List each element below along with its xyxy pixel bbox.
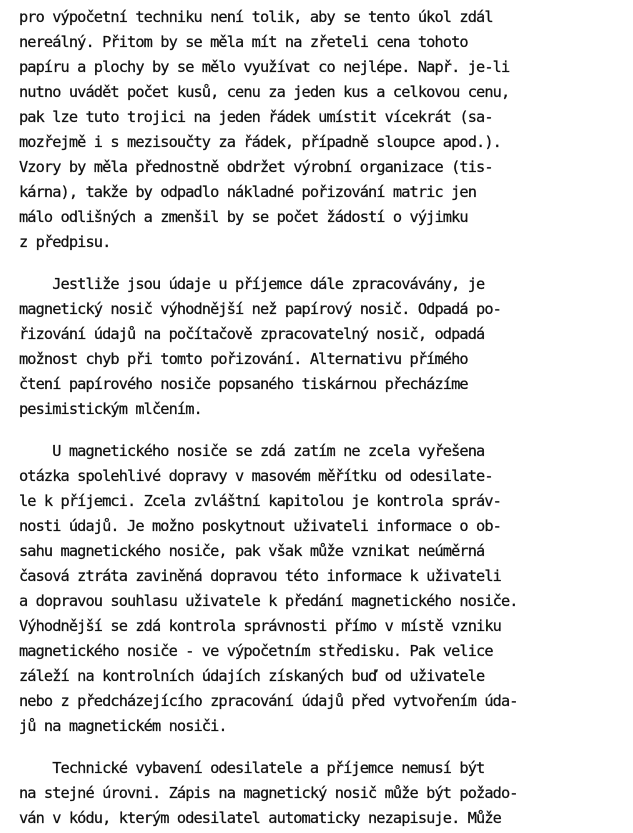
- text-line: záleží na kontrolních údajích získaných buď od uživatele: [19, 667, 485, 685]
- text-line: pro výpočetní techniku není tolik, aby se tento úkol zdál: [19, 8, 493, 26]
- text-line: nereálný. Přitom by se měla mít na zřeteli cena tohoto: [19, 33, 468, 51]
- text-line: časová ztráta zaviněná dopravou této informace k uživateli: [19, 567, 501, 585]
- text-line: možnost chyb při tomto pořizování. Alternativu přímého: [19, 350, 468, 368]
- text-line: kárna), takže by odpadlo nákladné pořizování matric jen: [19, 183, 477, 201]
- text-line: papíru a plochy by se mělo využívat co nejlépe. Např. je-li: [19, 58, 510, 76]
- text-line: otázka spolehlivé dopravy v masovém měřítku od odesilate-: [19, 467, 493, 485]
- text-line: sahu magnetického nosiče, pak však může vznikat neúměrná: [19, 542, 485, 560]
- text-line: málo odlišných a zmenšil by se počet žádostí o výjimku: [19, 208, 468, 226]
- text-line: a dopravou souhlasu uživatele k předání magnetického nosiče.: [19, 592, 518, 610]
- text-line: jů na magnetickém nosiči.: [19, 717, 227, 735]
- text-line: mozřejmě i s mezisoučty za řádek, případně sloupce apod.).: [19, 133, 501, 151]
- text-line: nebo z předcházejícího zpracování údajů před vytvořením úda-: [19, 692, 518, 710]
- text-line: řizování údajů na počítačově zpracovatelný nosič, odpadá: [19, 325, 485, 343]
- text-line: Technické vybavení odesilatele a příjemce nemusí být: [19, 759, 485, 777]
- text-line: pak lze tuto trojici na jeden řádek umístit vícekrát (sa-: [19, 108, 493, 126]
- text-line: magnetický nosič výhodnější než papírový nosič. Odpadá po-: [19, 300, 501, 318]
- text-line: nosti údajů. Je možno poskytnout uživateli informace o ob-: [19, 517, 501, 535]
- text-line: le k příjemci. Zcela zvláštní kapitolou je kontrola správ-: [19, 492, 501, 510]
- text-line: Výhodnější se zdá kontrola správnosti přímo v místě vzniku: [19, 617, 501, 635]
- text-line: pesimistickým mlčením.: [19, 400, 202, 418]
- text-line: na stejné úrovni. Zápis na magnetický nosič může být požado-: [19, 784, 518, 802]
- text-line: nutno uvádět počet kusů, cenu za jeden kus a celkovou cenu,: [19, 83, 510, 101]
- text-line: Vzory by měla přednostně obdržet výrobní organizace (tis-: [19, 158, 493, 176]
- text-line: magnetického nosiče - ve výpočetním středisku. Pak velice: [19, 642, 493, 660]
- text-line: ván v kódu, kterým odesilatel automaticky nezapisuje. Může: [19, 809, 501, 827]
- text-line: Jestliže jsou údaje u příjemce dále zpracovávány, je: [19, 275, 485, 293]
- text-line: čtení papírového nosiče popsaného tiskárnou přecházíme: [19, 375, 468, 393]
- text-line: z předpisu.: [19, 233, 111, 251]
- text-line: U magnetického nosiče se zdá zatím ne zcela vyřešena: [19, 442, 485, 460]
